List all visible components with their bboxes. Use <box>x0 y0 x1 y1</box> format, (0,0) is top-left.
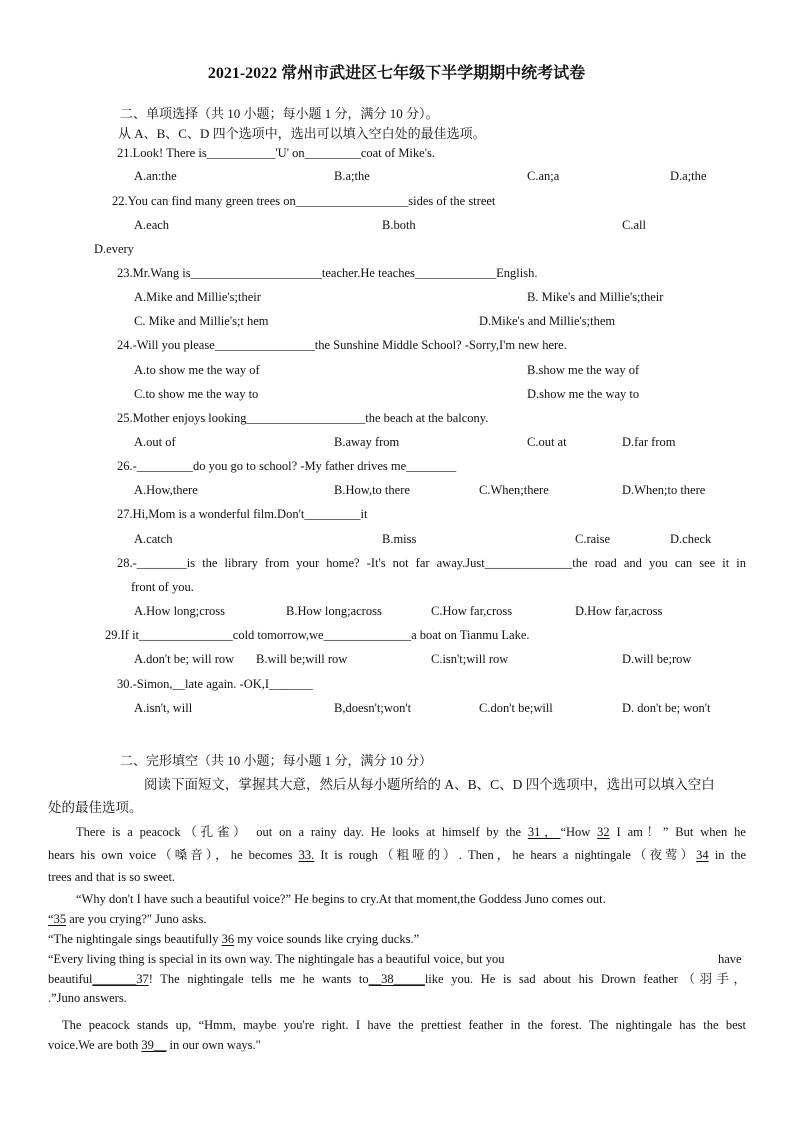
option-d: D.How far,across <box>575 604 663 618</box>
option-b: B. Mike's and Millie's;their <box>527 290 664 304</box>
option-a: A.catch <box>134 532 173 546</box>
option-a: A.each <box>134 218 170 232</box>
option-b: B.both <box>382 218 416 232</box>
passage-line: .”Juno answers. <box>48 991 127 1005</box>
option-b: B.show me the way of <box>527 363 640 377</box>
question-stem: 26.-_________do you go to school? -My father drives me________ <box>117 459 457 473</box>
passage-line: “35 are you crying?" Juno asks. <box>48 912 207 926</box>
passage-line: There is a peacock（孔雀） out on a rainy day. He looks at himself by the 31，“How 32 I am！” But when he <box>76 825 746 839</box>
option-c: C.raise <box>575 532 611 546</box>
section1-heading: 二、单项选择（共 10 小题；每小题 1 分，满分 10 分）。 <box>120 106 439 121</box>
option-b: B.a;the <box>334 169 370 183</box>
option-d: D.a;the <box>670 169 707 183</box>
question-stem: 24.-Will you please________________the Sunshine Middle School? -Sorry,I'm new here. <box>117 338 567 352</box>
passage-line: beautiful_______37! The nightingale tells me he wants to__38_____like you. He is sad about his Drown feather（羽手， <box>48 972 746 986</box>
option-c: C.to show me the way to <box>134 387 259 401</box>
option-b: B.miss <box>382 532 417 546</box>
question-stem: 23.Mr.Wang is_____________________teacher.He teaches_____________English. <box>117 266 538 280</box>
passage-line: hears his own voice（嗓音），he becomes 33. It is rough（粗哑的）. Then，he hears a nightingale（夜莺）34 in the <box>48 848 746 862</box>
option-a: A.to show me the way of <box>134 363 260 377</box>
blank-32: 32 <box>597 825 610 839</box>
section2-heading: 二、完形填空（共 10 小题；每小题 1 分，满分 10 分） <box>120 753 433 768</box>
blank-34: 34 <box>696 848 709 862</box>
passage-line: “Why don't I have such a beautiful voice?” He begins to cry.At that moment,the Goddess Juno comes out. <box>76 892 606 906</box>
option-d: D.show me the way to <box>527 387 640 401</box>
option-d: D.When;to there <box>622 483 706 497</box>
blank-31: 31， <box>527 825 561 839</box>
option-c: C.isn't;will row <box>431 652 509 666</box>
question-stem: 29.If it_______________cold tomorrow,we______________a boat on Tianmu Lake. <box>105 628 530 642</box>
blank-39: 39__ <box>141 1038 167 1052</box>
option-a: A.isn't, will <box>134 701 193 715</box>
option-b: B,doesn't;won't <box>334 701 412 715</box>
section2-instruction-line2: 处的最佳选项。 <box>48 800 143 815</box>
option-b: B.How long;across <box>286 604 382 618</box>
blank-38: __38_____ <box>368 972 425 986</box>
blank-37: _______37 <box>92 972 149 986</box>
option-a: A.Mike and Millie's;their <box>134 290 261 304</box>
option-a: A.an:the <box>134 169 177 183</box>
passage-line: voice.We are both 39__ in our own ways." <box>48 1038 261 1052</box>
option-b: B.away from <box>334 435 400 449</box>
option-d: D.will be;row <box>622 652 692 666</box>
option-a: A.How,there <box>134 483 198 497</box>
option-a: A.How long;cross <box>134 604 225 618</box>
section1-instruction: 从 A、B、C、D 四个选项中，选出可以填入空白处的最佳选项。 <box>118 126 486 141</box>
option-a: A.don't be; will row <box>134 652 235 666</box>
option-a: A.out of <box>134 435 176 449</box>
blank-36: 36 <box>221 932 235 946</box>
section2-instruction-line1: 阅读下面短文，掌握其大意，然后从每小题所给的 A、B、C、D 四个选项中，选出可以填入空白 <box>144 777 715 792</box>
option-c: C.an;a <box>527 169 560 183</box>
question-stem: 21.Look! There is___________'U' on_________coat of Mike's. <box>117 146 435 160</box>
option-d: D.check <box>670 532 712 546</box>
passage-line: trees and that is so sweet. <box>48 870 176 884</box>
question-stem: 25.Mother enjoys looking___________________the beach at the balcony. <box>117 411 489 425</box>
option-c: C.How far,cross <box>431 604 513 618</box>
question-stem: 22.You can find many green trees on__________________sides of the street <box>112 194 496 208</box>
option-d: D. don't be; won't <box>622 701 711 715</box>
option-d: D.Mike's and Millie's;them <box>479 314 616 328</box>
option-d: D.far from <box>622 435 676 449</box>
blank-35: 35 <box>53 912 67 926</box>
option-c: C.out at <box>527 435 567 449</box>
option-c: C. Mike and Millie's;t hem <box>134 314 269 328</box>
option-c: C.all <box>622 218 646 232</box>
option-c: C.don't be;will <box>479 701 553 715</box>
option-b: B.will be;will row <box>256 652 348 666</box>
question-stem: 28.-________is the library from your home? -It's not far away.Just______________the road and you can see it in <box>117 556 746 570</box>
passage-word: have <box>718 952 742 966</box>
passage-line: “The nightingale sings beautifully 36 my voice sounds like crying ducks.” <box>48 932 420 946</box>
option-d: D.every <box>94 242 134 256</box>
passage-line: The peacock stands up, “Hmm, maybe you're right. I have the prettiest feather in the forest. The nightingale has the best <box>62 1018 746 1032</box>
question-stem-continued: front of you. <box>131 580 194 594</box>
exam-title: 2021-2022 常州市武进区七年级下半学期期中统考试卷 <box>207 65 586 82</box>
question-stem: 30.-Simon,__late again. -OK,I_______ <box>117 677 313 691</box>
blank-33: 33. <box>298 848 315 862</box>
question-stem: 27.Hi,Mom is a wonderful film.Don't_________it <box>117 507 368 521</box>
passage-line: “Every living thing is special in its own way. The nightingale has a beautiful voice, but you <box>48 952 505 966</box>
option-c: C.When;there <box>479 483 549 497</box>
option-b: B.How,to there <box>334 483 410 497</box>
